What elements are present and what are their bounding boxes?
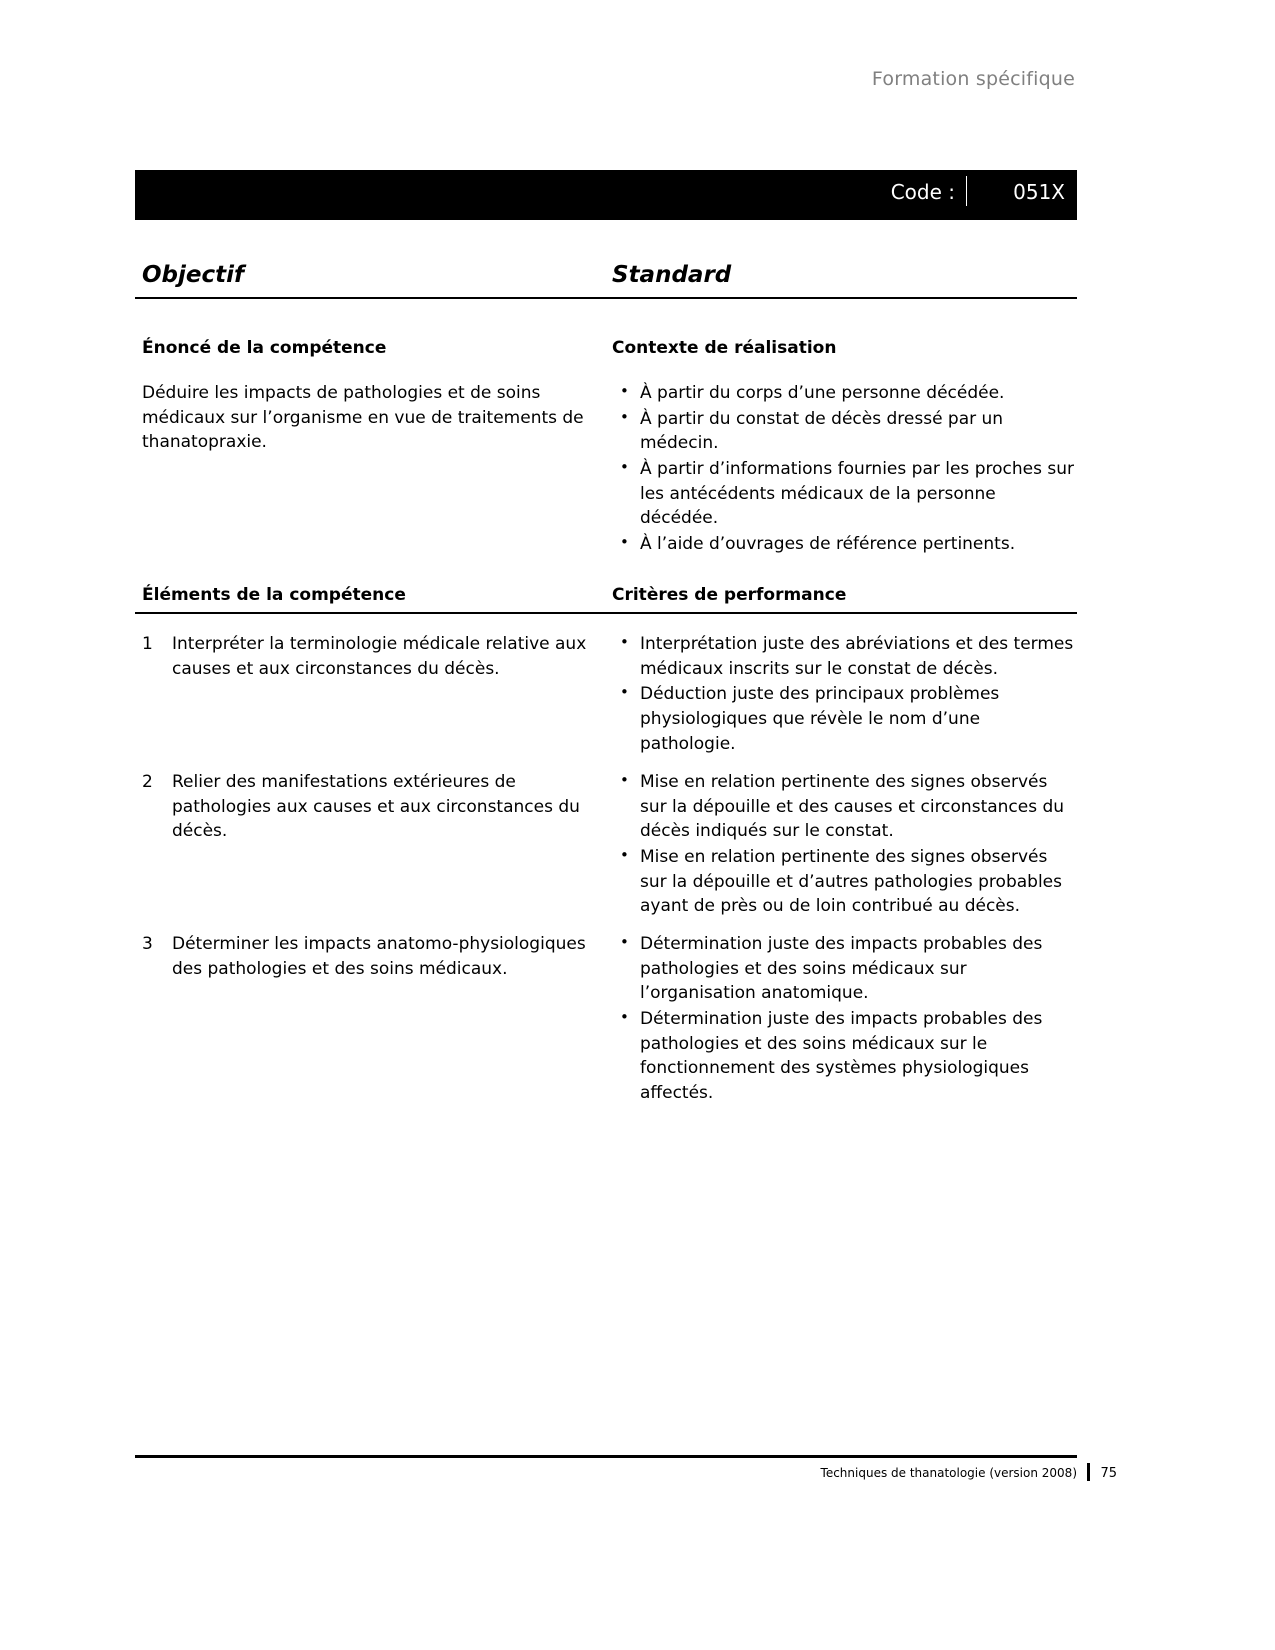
enonce-text: Déduire les impacts de pathologies et de soins médicaux sur l’organisme en vue de traitements de thanatopraxie. bbox=[142, 383, 584, 453]
list-item: • Mise en relation pertinente des signes observés sur la dépouille et d’autres pathologies probables ayant de près ou de loin contribué au décès. bbox=[640, 845, 1077, 919]
list-item: • À partir du constat de décès dressé par un médecin. bbox=[640, 407, 1077, 456]
enonce-heading: Énoncé de la compétence bbox=[142, 338, 387, 358]
criteria-list bbox=[612, 632, 1077, 757]
list-item: • Interprétation juste des abréviations et des termes médicaux inscrits sur le constat de décès. bbox=[640, 632, 1077, 681]
element-text: Déterminer les impacts anatomo-physiologiques des pathologies et des soins médicaux. bbox=[172, 934, 586, 979]
list-item: • À partir d’informations fournies par les proches sur les antécédents médicaux de la personne décédée. bbox=[640, 457, 1077, 531]
element-number: 3 bbox=[142, 934, 153, 954]
code-separator bbox=[966, 176, 967, 206]
table-row bbox=[142, 932, 597, 981]
footer-separator bbox=[1087, 1463, 1090, 1481]
element-text: Interpréter la terminologie médicale relative aux causes et aux circonstances du décès. bbox=[172, 634, 587, 679]
contexte-list bbox=[612, 381, 1077, 557]
code-value: 051X bbox=[1013, 180, 1065, 204]
section2-rule bbox=[135, 612, 1077, 614]
criteria-list bbox=[612, 770, 1077, 920]
code-bar bbox=[135, 170, 1077, 220]
code-bar-inner bbox=[137, 172, 1075, 218]
list-item: • À l’aide d’ouvrages de référence pertinents. bbox=[640, 532, 1077, 557]
page-number: 75 bbox=[1100, 1466, 1117, 1481]
footer-rule bbox=[135, 1455, 1077, 1458]
standard-title: Standard bbox=[612, 262, 732, 288]
contexte-heading: Contexte de réalisation bbox=[612, 338, 837, 358]
header-running-title: Formation spécifique bbox=[871, 68, 1075, 90]
code-label: Code : bbox=[890, 180, 955, 204]
list-item: • Détermination juste des impacts probables des pathologies et des soins médicaux sur le fonctionnement des systèmes physiologiques affectés. bbox=[640, 1007, 1077, 1106]
table-row bbox=[142, 632, 597, 681]
list-item: • Mise en relation pertinente des signes observés sur la dépouille et des causes et circonstances du décès indiqués sur le constat. bbox=[640, 770, 1077, 844]
element-item bbox=[142, 932, 597, 981]
title-rule bbox=[135, 297, 1077, 299]
list-item: • Déduction juste des principaux problèmes physiologiques que révèle le nom d’une pathologie. bbox=[640, 682, 1077, 756]
objectif-title: Objectif bbox=[142, 262, 245, 288]
list-item: • Détermination juste des impacts probables des pathologies et des soins médicaux sur l’organisation anatomique. bbox=[640, 932, 1077, 1006]
element-item bbox=[142, 632, 597, 681]
elements-heading: Éléments de la compétence bbox=[142, 585, 406, 605]
element-text: Relier des manifestations extérieures de pathologies aux causes et aux circonstances du décès. bbox=[172, 772, 580, 842]
criteres-heading: Critères de performance bbox=[612, 585, 847, 605]
criteria-list bbox=[612, 932, 1077, 1106]
footer-text: Techniques de thanatologie (version 2008) bbox=[820, 1466, 1077, 1480]
element-number: 2 bbox=[142, 772, 153, 792]
element-number: 1 bbox=[142, 634, 153, 654]
table-row bbox=[142, 770, 597, 844]
element-item bbox=[142, 770, 597, 844]
list-item: • À partir du corps d’une personne décédée. bbox=[640, 381, 1077, 406]
